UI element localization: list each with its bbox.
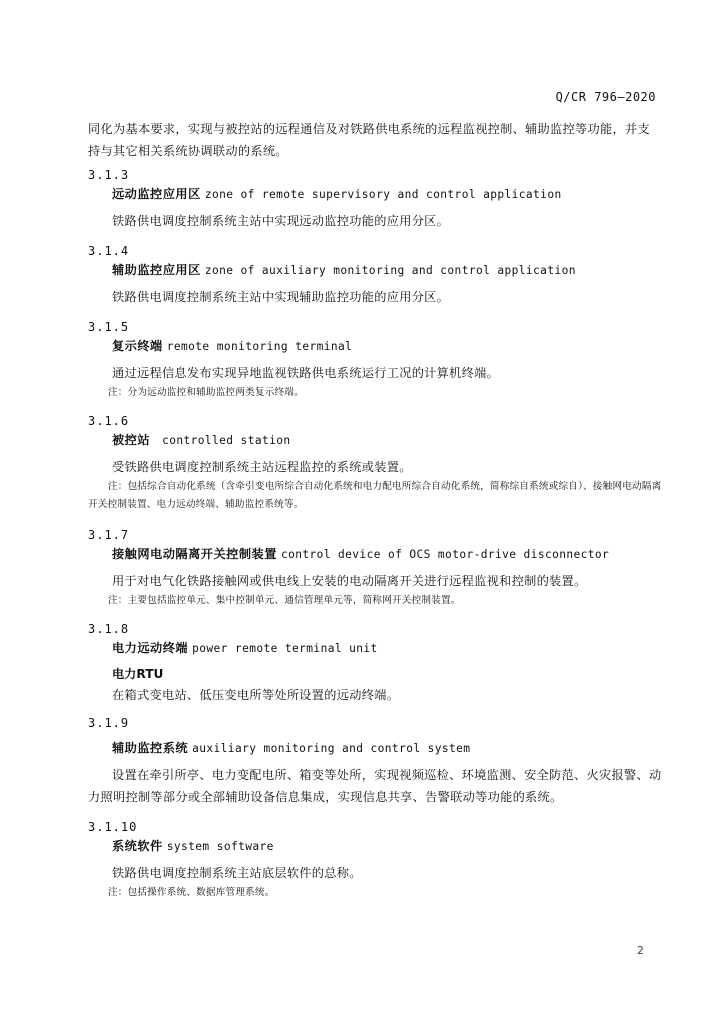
term-en: zone of remote supervisory and control application xyxy=(204,188,562,201)
term-zh: 电力远动终端 xyxy=(112,641,189,655)
clause-number: 3.1.5 xyxy=(88,320,130,334)
term-en: remote monitoring terminal xyxy=(166,340,353,353)
term-line xyxy=(112,430,663,450)
term-definition: 设置在牵引所亭、电力变配电所、箱变等处所，实现视频巡检、环境监测、安全防范、火灾报警、动力照明控制等部分或全部辅助设备信息集成，实现信息共享、告警联动等功能的系统。 xyxy=(88,768,662,804)
term-line xyxy=(112,836,663,856)
clause-3-1-7 xyxy=(88,526,663,610)
term-line xyxy=(112,260,663,280)
term-note: 注：包括操作系统、数据库管理系统。 xyxy=(108,887,275,898)
clause-3-1-6 xyxy=(88,412,663,514)
clause-number: 3.1.9 xyxy=(88,716,130,730)
term-line xyxy=(112,738,663,758)
page-number: 2 xyxy=(637,944,644,957)
term-zh: 远动监控应用区 xyxy=(112,187,201,201)
term-line xyxy=(112,336,663,356)
term-definition: 受铁路供电调度控制系统主站远程监控的系统或装置。 xyxy=(112,460,412,474)
clause-3-1-8 xyxy=(88,620,663,706)
clause-3-1-5 xyxy=(88,318,663,402)
term-en: system software xyxy=(166,840,274,853)
term-note: 注：包括综合自动化系统（含牵引变电所综合自动化系统和电力配电所综合自动化系统，简称综自系统或综自）、接触网电动隔离开关控制装置、电力远动终端、辅助监控系统等。 xyxy=(88,481,662,510)
term-note: 注：主要包括监控单元、集中控制单元、通信管理单元等，简称网开关控制装置。 xyxy=(108,595,461,606)
continuation-text: 同化为基本要求，实现与被控站的远程通信及对铁路供电系统的远程监视控制、辅助监控等功能，并支持与其它相关系统协调联动的系统。 xyxy=(88,122,650,158)
term-note: 注：分为远动监控和辅助监控两类复示终端。 xyxy=(108,387,304,398)
clause-number: 3.1.10 xyxy=(88,820,138,834)
term-zh: 接触网电动隔离开关控制装置 xyxy=(112,547,277,561)
term-en: controlled station xyxy=(162,434,291,447)
clause-number: 3.1.4 xyxy=(88,244,130,258)
term-definition: 铁路供电调度控制系统主站中实现辅助监控功能的应用分区。 xyxy=(112,290,450,304)
term-definition: 通过远程信息发布实现异地监视铁路供电系统运行工况的计算机终端。 xyxy=(112,366,500,380)
term-definition: 在箱式变电站、低压变电所等处所设置的远动终端。 xyxy=(112,688,400,702)
term-line xyxy=(112,544,663,564)
term-zh: 被控站 xyxy=(112,433,151,447)
standard-code: Q/CR 796—2020 xyxy=(555,90,656,104)
term-definition: 铁路供电调度控制系统主站底层软件的总称。 xyxy=(112,866,362,880)
term-en: zone of auxiliary monitoring and control application xyxy=(204,264,576,277)
clause-number: 3.1.6 xyxy=(88,414,130,428)
term-zh: 辅助监控系统 xyxy=(112,741,189,755)
continuation-paragraph xyxy=(88,118,660,162)
term-en: auxiliary monitoring and control system xyxy=(192,742,471,755)
admitted-term: 电力RTU xyxy=(112,667,164,681)
term-en: power remote terminal unit xyxy=(192,642,378,655)
clause-3-1-10 xyxy=(88,818,663,902)
term-zh: 复示终端 xyxy=(112,339,163,353)
clause-number: 3.1.3 xyxy=(88,168,130,182)
clause-3-1-9 xyxy=(88,714,663,808)
clause-3-1-4 xyxy=(88,242,663,308)
clause-3-1-3 xyxy=(88,166,663,232)
term-en: control device of OCS motor-drive disconnector xyxy=(280,548,610,561)
term-zh: 辅助监控应用区 xyxy=(112,263,201,277)
term-definition: 用于对电气化铁路接触网或供电线上安装的电动隔离开关进行远程监视和控制的装置。 xyxy=(112,574,587,588)
term-definition: 铁路供电调度控制系统主站中实现远动监控功能的应用分区。 xyxy=(112,214,450,228)
clause-number: 3.1.8 xyxy=(88,622,130,636)
term-line xyxy=(112,638,663,658)
term-line xyxy=(112,184,663,204)
clause-number: 3.1.7 xyxy=(88,528,130,542)
term-zh: 系统软件 xyxy=(112,839,163,853)
